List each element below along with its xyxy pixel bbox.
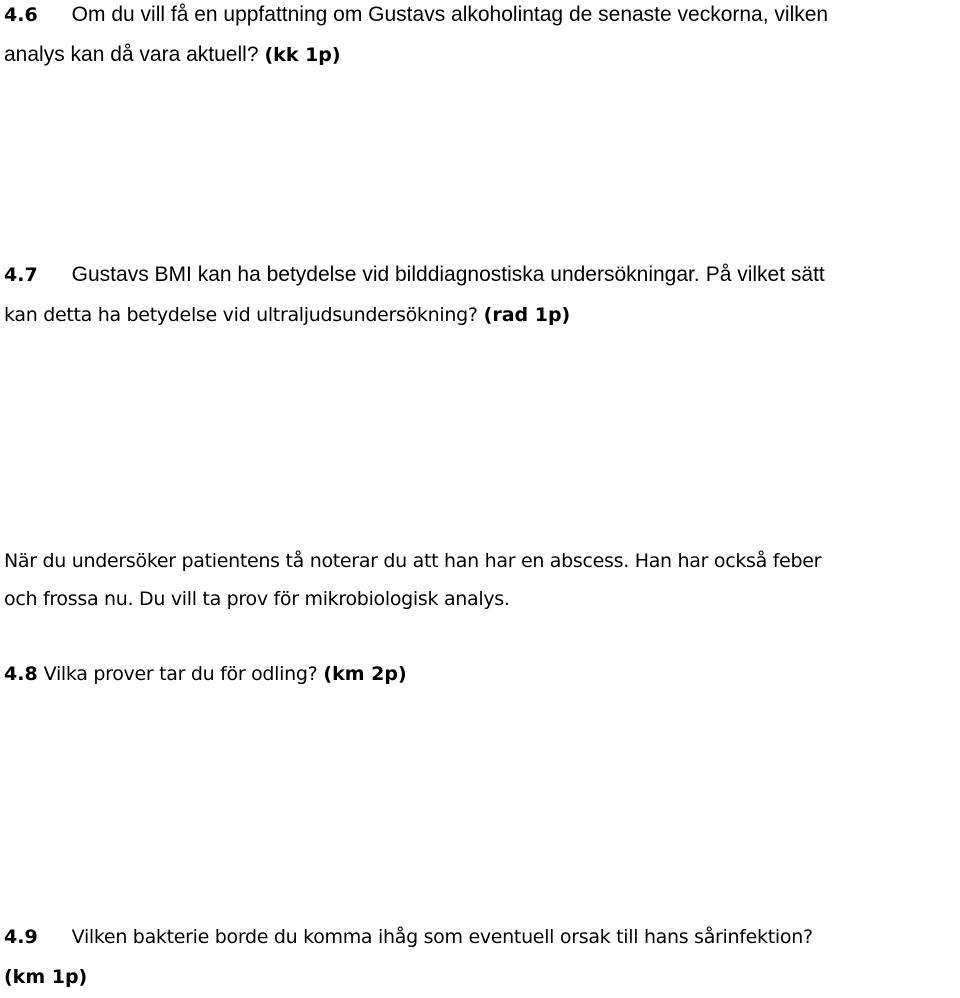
question-text-line-1b: På vilket sätt — [705, 263, 825, 286]
question-text-line-1: Om du vill få en uppfattning om Gustavs alkoholintag de senaste veckorna, vilken — [71, 3, 829, 26]
question-number: 4.8 — [4, 663, 38, 685]
question-4-6 — [4, 0, 956, 76]
question-points: (kk 1p) — [264, 44, 341, 66]
question-4-8 — [4, 655, 956, 695]
case-description — [4, 542, 956, 618]
question-number: 4.7 — [4, 264, 38, 286]
case-text-line-2: och frossa nu. Du vill ta prov för mikrobiologisk analys. — [4, 588, 510, 610]
question-text: Vilken bakterie borde du komma ihåg som eventuell orsak till hans sårinfektion? — [71, 926, 813, 948]
question-text-line-2: kan detta ha betydelse vid ultraljudsundersökning? — [4, 304, 478, 326]
question-number: 4.6 — [4, 4, 38, 26]
question-text-line-1: Gustavs BMI kan ha betydelse vid bilddiagnostiska undersökningar. — [71, 263, 700, 286]
question-number: 4.9 — [4, 926, 38, 948]
question-points: (rad 1p) — [483, 304, 571, 326]
case-text-line-1: När du undersöker patientens tå noterar du att han har en abscess. Han har också feber — [4, 550, 822, 572]
question-4-7 — [4, 256, 956, 336]
question-points: (km 2p) — [323, 663, 407, 685]
question-text-line-2: analys kan då vara aktuell? — [4, 43, 259, 66]
question-4-9 — [4, 918, 956, 998]
question-points: (km 1p) — [4, 966, 88, 988]
question-text: Vilka prover tar du för odling? — [43, 663, 318, 685]
